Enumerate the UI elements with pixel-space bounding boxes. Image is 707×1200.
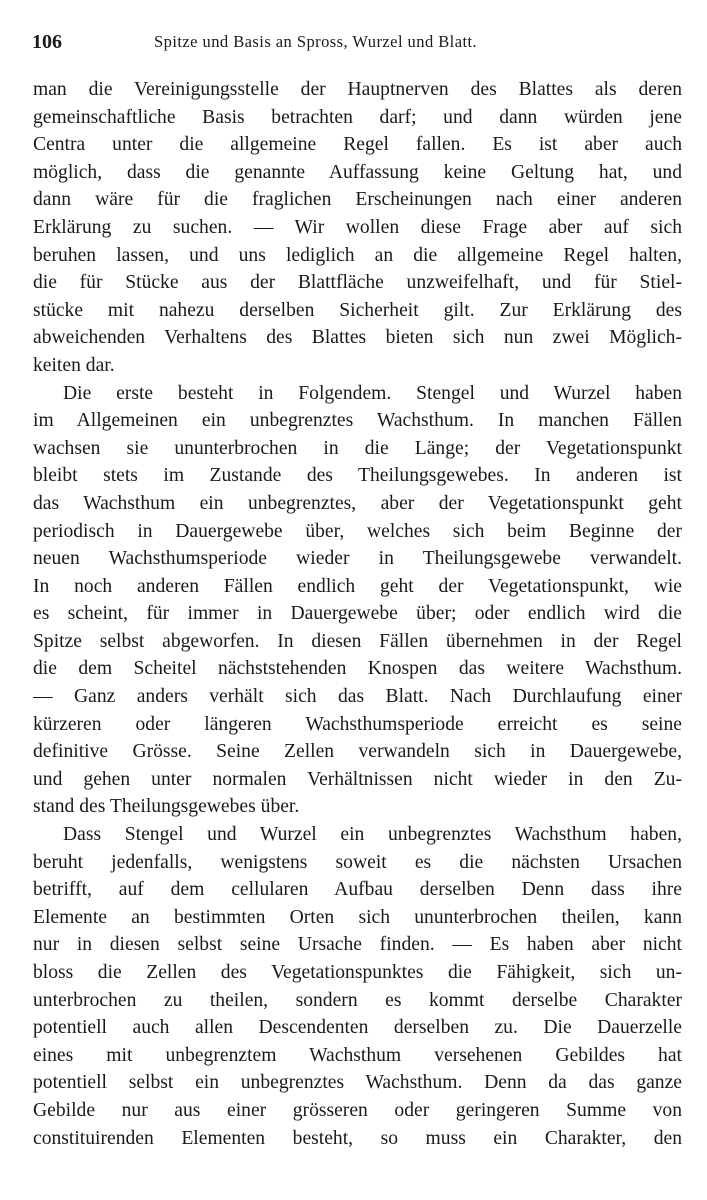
text-line: potentiell selbst ein unbegrenztes Wachsthum. Denn da das ganze <box>33 1072 682 1094</box>
text-line: abweichenden Verhaltens des Blattes bieten sich nun zwei Möglich- <box>33 327 682 349</box>
body-text <box>33 76 682 1152</box>
text-line: bleibt stets im Zustande des Theilungsgewebes. In anderen ist <box>33 465 682 487</box>
text-line: die für Stücke aus der Blattfläche unzweifelhaft, und für Stiel- <box>33 272 682 294</box>
text-line: die dem Scheitel nächststehenden Knospen das weitere Wachsthum. <box>33 658 682 680</box>
text-line: eines mit unbegrenztem Wachsthum versehenen Gebildes hat <box>33 1044 682 1066</box>
text-line: stücke mit nahezu derselben Sicherheit gilt. Zur Erklärung des <box>33 299 682 321</box>
text-line: Gebilde nur aus einer grösseren oder geringeren Summe von <box>33 1099 682 1121</box>
text-line: im Allgemeinen ein unbegrenztes Wachsthum. In manchen Fällen <box>33 410 682 432</box>
text-line: Spitze selbst abgeworfen. In diesen Fällen übernehmen in der Regel <box>33 630 682 652</box>
text-line: potentiell auch allen Descendenten derselben zu. Die Dauerzelle <box>33 1017 682 1039</box>
text-line: constituirenden Elementen besteht, so muss ein Charakter, den <box>33 1127 682 1149</box>
paragraph-start-line: Dass Stengel und Wurzel ein unbegrenztes Wachsthum haben, <box>63 824 682 846</box>
text-line: es scheint, für immer in Dauergewebe über; oder endlich wird die <box>33 603 682 625</box>
text-line: nur in diesen selbst seine Ursache finden. — Es haben aber nicht <box>33 934 682 956</box>
text-line: wachsen sie ununterbrochen in die Länge; der Vegetationspunkt <box>33 437 682 459</box>
page-header <box>32 29 682 55</box>
running-head: Spitze und Basis an Spross, Wurzel und Blatt. <box>154 32 478 51</box>
text-line: unterbrochen zu theilen, sondern es kommt derselbe Charakter <box>33 989 682 1011</box>
text-line: keiten dar. <box>33 354 115 376</box>
text-line: Erklärung zu suchen. — Wir wollen diese Frage aber auf sich <box>33 216 682 238</box>
text-line: dann wäre für die fraglichen Erscheinungen nach einer anderen <box>33 189 682 211</box>
text-line: gemeinschaftliche Basis betrachten darf; und dann würden jene <box>33 106 682 128</box>
text-line: neuen Wachsthumsperiode wieder in Theilungsgewebe verwandelt. <box>33 548 682 570</box>
text-line: definitive Grösse. Seine Zellen verwandeln sich in Dauergewebe, <box>33 741 682 763</box>
text-line: In noch anderen Fällen endlich geht der Vegetationspunkt, wie <box>33 575 682 597</box>
text-line: Centra unter die allgemeine Regel fallen. Es ist aber auch <box>33 134 682 156</box>
text-line: das Wachsthum ein unbegrenztes, aber der Vegetationspunkt geht <box>33 492 682 514</box>
text-line: Elemente an bestimmten Orten sich ununterbrochen theilen, kann <box>33 906 682 928</box>
text-line: beruht jedenfalls, wenigstens soweit es die nächsten Ursachen <box>33 851 682 873</box>
page-number: 106 <box>32 31 62 53</box>
text-line: stand des Theilungsgewebes über. <box>33 796 300 818</box>
text-line: kürzeren oder längeren Wachsthumsperiode erreicht es seine <box>33 713 682 735</box>
text-line: beruhen lassen, und uns lediglich an die allgemeine Regel halten, <box>33 244 682 266</box>
text-line: periodisch in Dauergewebe über, welches sich beim Beginne der <box>33 520 682 542</box>
text-line: und gehen unter normalen Verhältnissen nicht wieder in den Zu- <box>33 768 682 790</box>
text-line: man die Vereinigungsstelle der Hauptnerven des Blattes als deren <box>33 79 682 100</box>
paragraph-start-line: Die erste besteht in Folgendem. Stengel und Wurzel haben <box>63 382 682 404</box>
text-line: möglich, dass die genannte Auffassung keine Geltung hat, und <box>33 161 682 183</box>
text-line: — Ganz anders verhält sich das Blatt. Nach Durchlaufung einer <box>33 686 682 708</box>
text-line: bloss die Zellen des Vegetationspunktes die Fähigkeit, sich un- <box>33 962 682 983</box>
text-line: betrifft, auf dem cellularen Aufbau derselben Denn dass ihre <box>33 879 682 901</box>
